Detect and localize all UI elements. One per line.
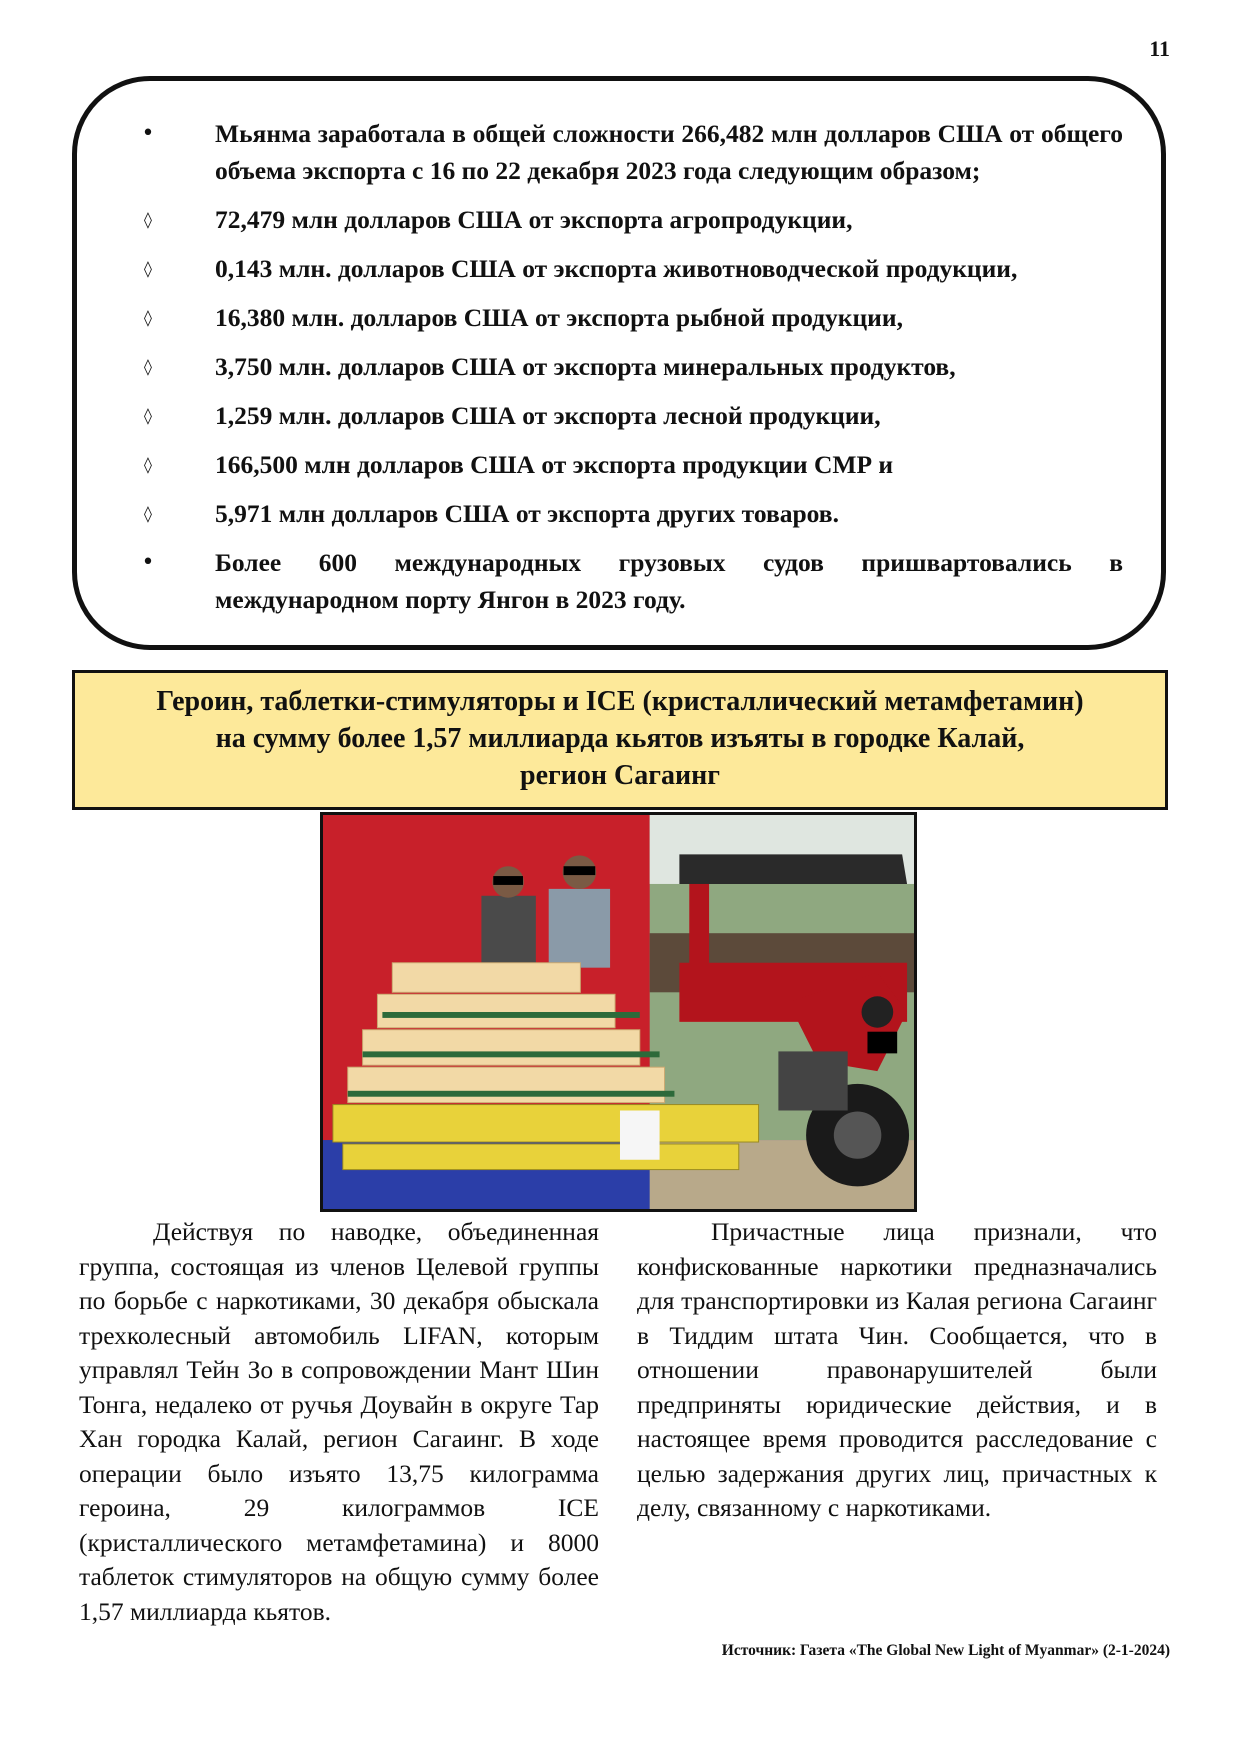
- export-item: [103, 348, 1123, 385]
- export-item: [103, 250, 1123, 287]
- item-text: Мьянма заработала в общей сложности 266,482 млн долларов США от общего объема экспорта с 16 по 22 декабря 2023 года следующим образом;: [215, 119, 1123, 185]
- diamond-icon: ◊: [144, 357, 152, 376]
- diamond-icon: ◊: [144, 504, 152, 523]
- diamond-icon: ◊: [144, 259, 152, 278]
- diamond-icon: ◊: [144, 210, 152, 229]
- item-text: 3,750 млн. долларов США от экспорта минеральных продуктов,: [215, 352, 956, 381]
- export-item: [103, 299, 1123, 336]
- headline-line-3: регион Сагаинг: [520, 760, 720, 791]
- article-paragraph-left: Действуя по наводке, объединенная группа, состоящая из членов Целевой группы по борьбе с наркотиками, 30 декабря обыскала трехколесный автомобиль LIFAN, которым управлял Тейн Зо в сопровождении Мант Шин Тонга, недалеко от ручья Доувайн в округе Тар Хан городка Калай, регион Сагаинг. В ходе операции было изъято 13,75 килограмма героина, 29 килограммов ICE (кристаллического метамфетамина) и 8000 таблеток стимуляторов на общую сумму более 1,57 миллиарда кьятов.: [79, 1217, 599, 1626]
- article-column-left: [79, 1215, 599, 1629]
- item-text: 5,971 млн долларов США от экспорта других товаров.: [215, 499, 839, 528]
- seized-drugs-photo: [320, 812, 917, 1212]
- diamond-icon: ◊: [144, 308, 152, 327]
- article-paragraph-right: Причастные лица признали, что конфискованные наркотики предназначались для транспортировки из Калая региона Сагаинг в Тиддим штата Чин. Сообщается, что в отношении правонарушителей были предприняты юридические действия, и в настоящее время проводится расследование с целью задержания других лиц, причастных к делу, связанному с наркотиками.: [637, 1217, 1157, 1522]
- item-text: 1,259 млн. долларов США от экспорта лесной продукции,: [215, 401, 881, 430]
- item-text: Более 600 международных грузовых судов пришвартовались в международном порту Янгон в 2023 году.: [215, 548, 1123, 614]
- item-text: 0,143 млн. долларов США от экспорта животноводческой продукции,: [215, 254, 1018, 283]
- item-text: 166,500 млн долларов США от экспорта продукции СМР и: [215, 450, 894, 479]
- source-credit: Источник: Газета «The Global New Light of Myanmar» (2-1-2024): [721, 1642, 1170, 1659]
- headline-line-2: на сумму более 1,57 миллиарда кьятов изъяты в городке Калай,: [215, 723, 1025, 754]
- headline-line-1: Героин, таблетки-стимуляторы и ICE (кристаллический метамфетамин): [156, 686, 1084, 717]
- article-column-right: [637, 1215, 1157, 1526]
- export-summary-box: [72, 76, 1166, 650]
- diamond-icon: ◊: [144, 406, 152, 425]
- page-number: 11: [1149, 36, 1170, 61]
- export-item: [103, 397, 1123, 434]
- headline-banner: [72, 670, 1168, 810]
- diamond-icon: ◊: [144, 455, 152, 474]
- export-item: [103, 201, 1123, 238]
- bullet-item: [103, 544, 1123, 618]
- item-text: 72,479 млн долларов США от экспорта агропродукции,: [215, 205, 853, 234]
- item-text: 16,380 млн. долларов США от экспорта рыбной продукции,: [215, 303, 903, 332]
- photo-illustration: [323, 815, 914, 1209]
- bullet-icon: •: [141, 550, 155, 575]
- bullet-icon: •: [141, 121, 155, 146]
- export-item: [103, 495, 1123, 532]
- export-summary-list: [103, 115, 1123, 630]
- bullet-item: [103, 115, 1123, 189]
- export-item: [103, 446, 1123, 483]
